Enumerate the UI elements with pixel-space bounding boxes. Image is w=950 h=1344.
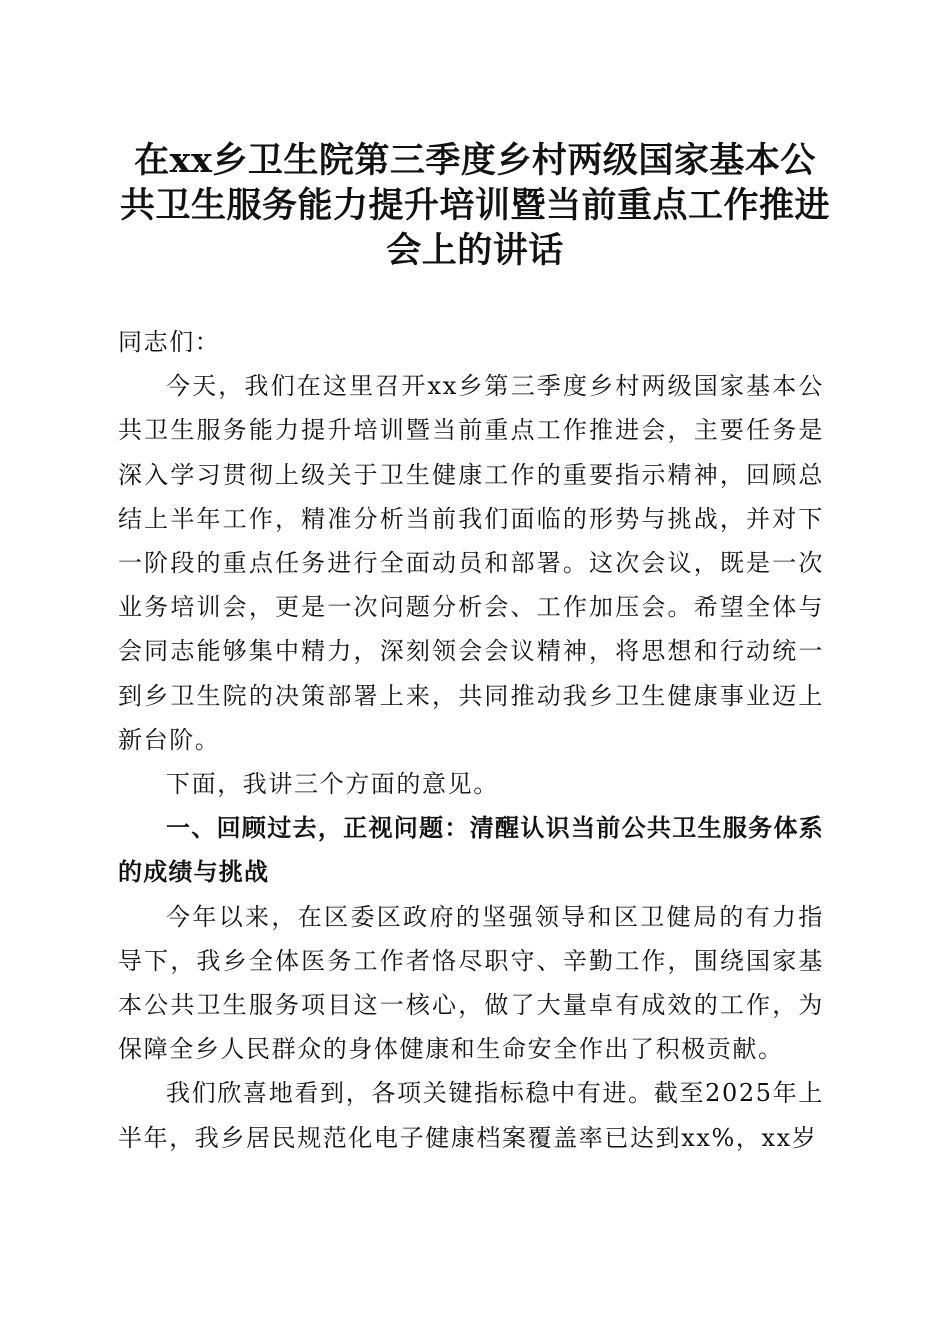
salutation: 同志们： bbox=[118, 328, 221, 356]
document-title: 在xx乡卫生院第三季度乡村两级国家基本公共卫生服务能力提升培训暨当前重点工作推进会上的讲话 bbox=[119, 140, 830, 271]
outline-paragraph: 下面，我讲三个方面的意见。 bbox=[166, 770, 499, 799]
section-1-paragraph: 今年以来，在区委区政府的坚强领导和区卫健局的有力指导下，我乡全体医务工作者恪尽职守、辛勤工作，围绕国家基本公共卫生服务项目这一核心，做了大量卓有成效的工作，为保障全乡人民群众的身体健康和生命安全作出了积极贡献。 bbox=[118, 902, 824, 1064]
intro-paragraph: 今天，我们在这里召开xx乡第三季度乡村两级国家基本公共卫生服务能力提升培训暨当前重点工作推进会，主要任务是深入学习贯彻上级关于卫生健康工作的重要指示精神，回顾总结上半年工作，精准分析当前我们面临的形势与挑战，并对下一阶段的重点任务进行全面动员和部署。这次会议，既是一次业务培训会，更是一次问题分析会、工作加压会。希望全体与会同志能够集中精力，深刻领会会议精神，将思想和行动统一到乡卫生院的决策部署上来，共同推动我乡卫生健康事业迈上新台阶。 bbox=[118, 372, 824, 754]
document-body bbox=[118, 320, 824, 1160]
section-1-heading: 一、回顾过去，正视问题：清醒认识当前公共卫生服务体系的成绩与挑战 bbox=[118, 814, 824, 887]
section-1-paragraph: 我们欣喜地看到，各项关键指标稳中有进。截至2025年上半年，我乡居民规范化电子健康档案覆盖率已达到xx%，xx岁 bbox=[118, 1079, 824, 1152]
